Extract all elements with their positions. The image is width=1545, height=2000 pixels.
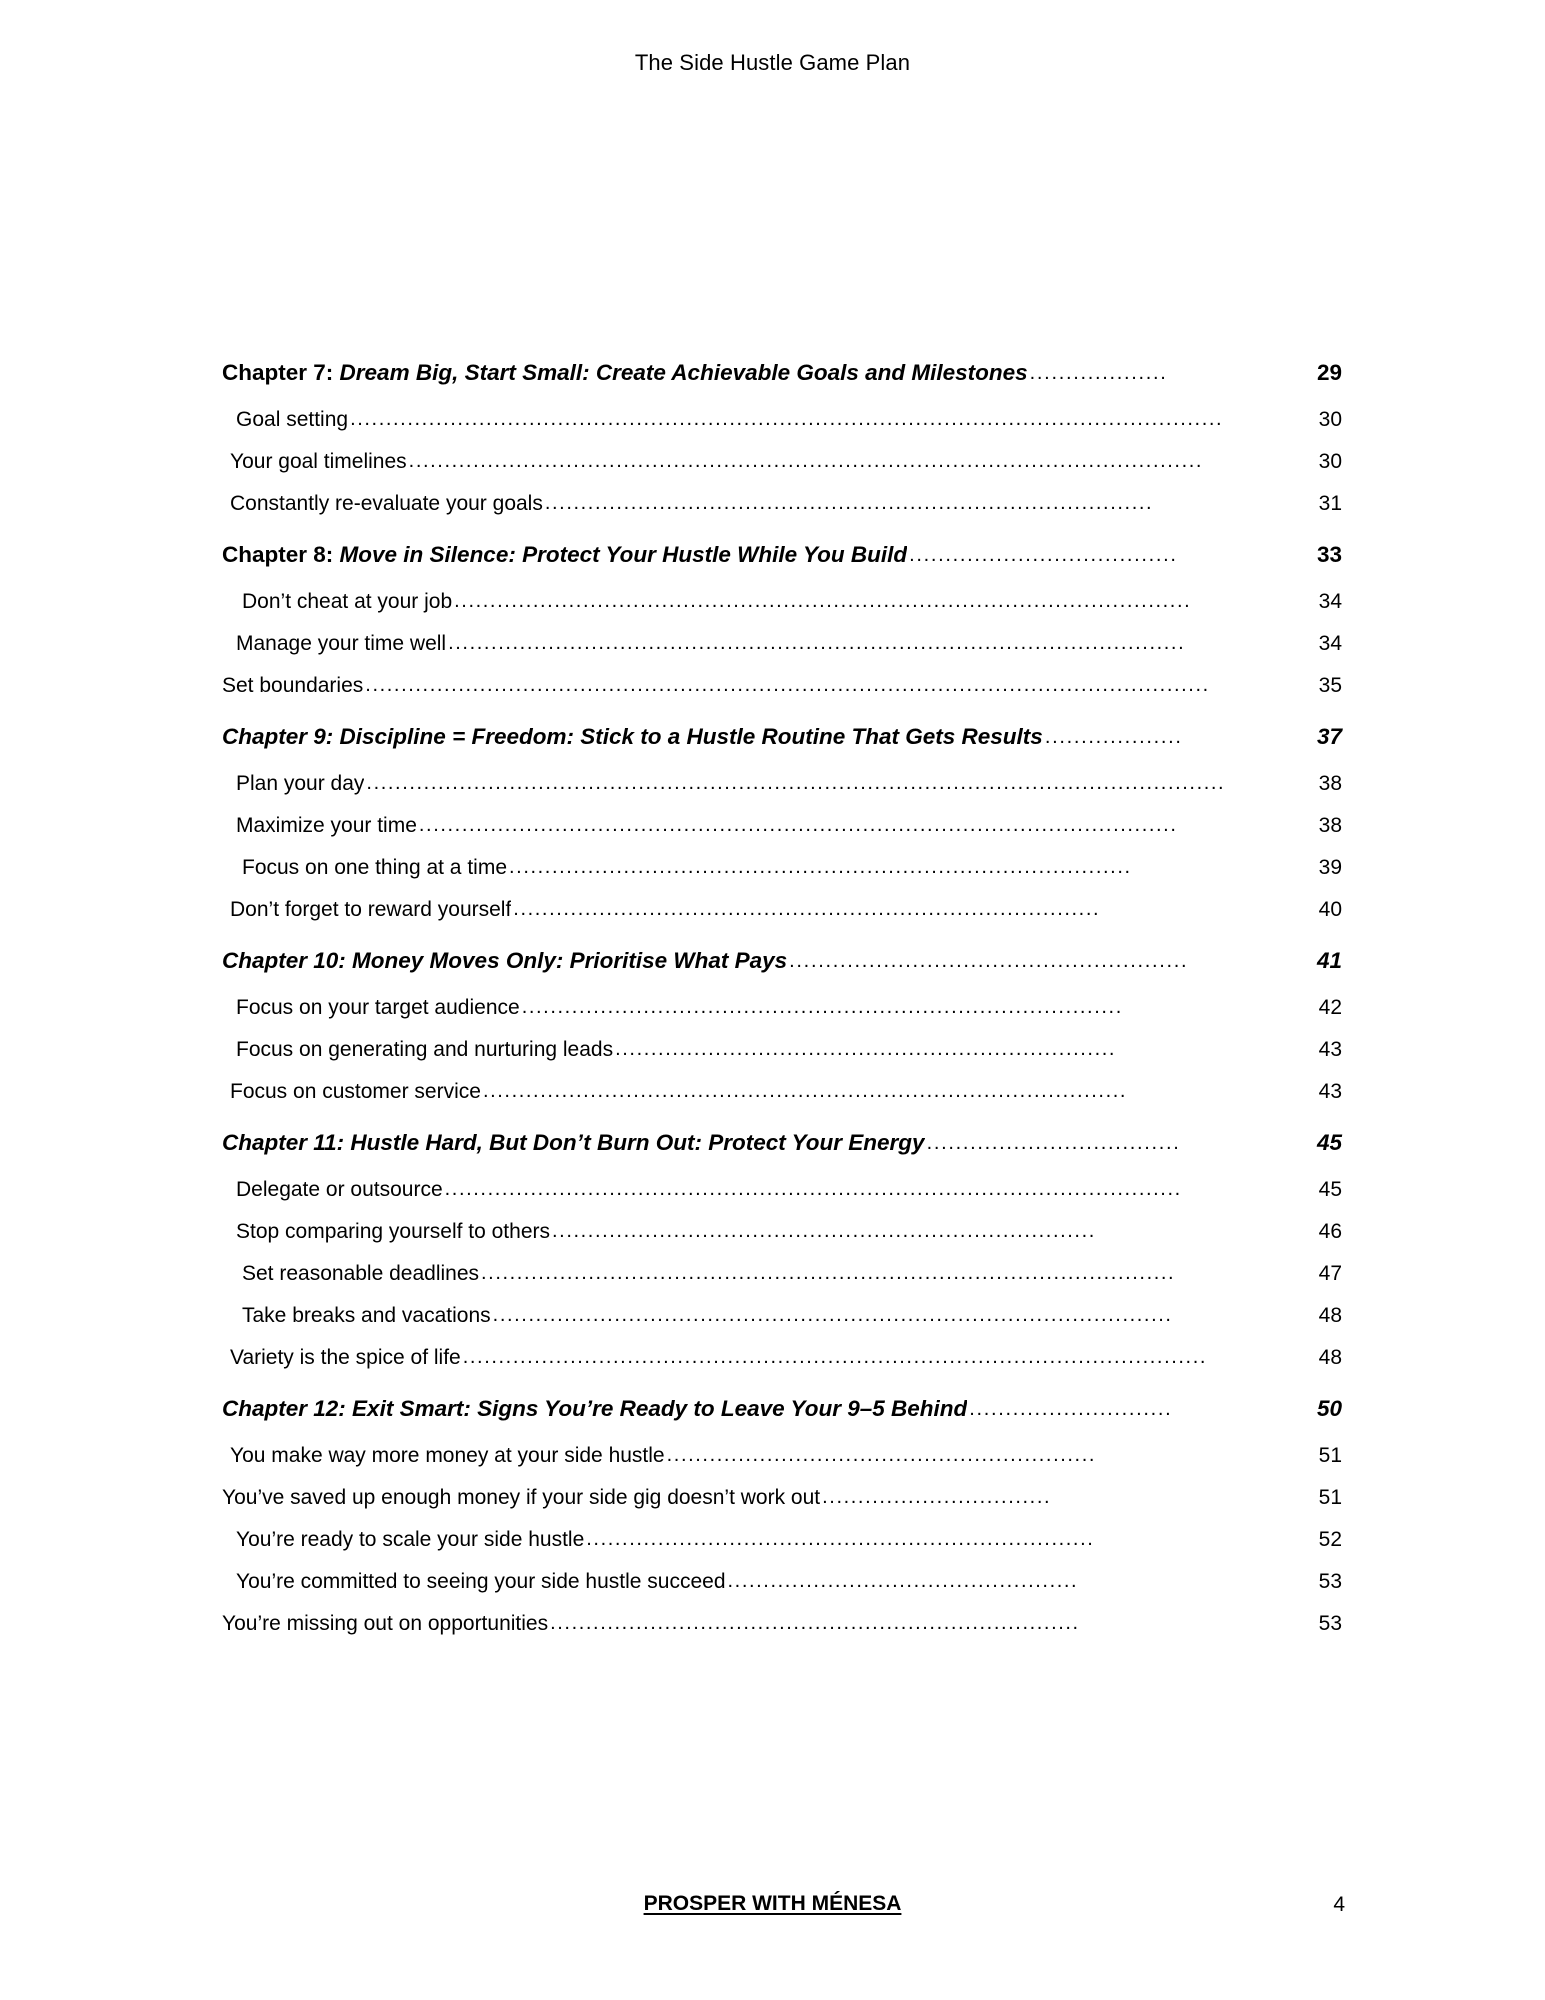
toc-dot-leader: ...................................................................... bbox=[615, 1039, 1117, 1059]
toc-chapter-entry[interactable] bbox=[222, 1130, 1342, 1156]
toc-sub-entry[interactable] bbox=[222, 408, 1342, 432]
toc-page-number: 50 bbox=[1316, 1396, 1342, 1421]
toc-entry-title bbox=[242, 590, 452, 614]
toc-entry-title bbox=[236, 408, 348, 432]
toc-dot-leader: ................................ bbox=[822, 1487, 1052, 1507]
toc-entry-title bbox=[236, 1220, 550, 1244]
toc-sub-entry[interactable] bbox=[222, 632, 1342, 656]
toc-entry-title bbox=[236, 996, 520, 1020]
toc-entry-title bbox=[242, 1304, 491, 1328]
toc-sub-entry[interactable] bbox=[222, 1528, 1342, 1552]
toc-sub-entry[interactable] bbox=[222, 1570, 1342, 1594]
toc-page-number: 45 bbox=[1318, 1178, 1342, 1201]
toc-chapter-entry[interactable] bbox=[222, 1396, 1342, 1422]
toc-dot-leader: ........................................................................................................................ bbox=[366, 773, 1226, 793]
toc-entry-text: Variety is the spice of life bbox=[230, 1346, 461, 1369]
toc-dot-leader: ........................................................................................................ bbox=[462, 1347, 1208, 1367]
toc-chapter-label: Chapter 11: bbox=[222, 1130, 351, 1155]
row-spacer bbox=[222, 1062, 1342, 1080]
toc-entry-text: Exit Smart: Signs You’re Ready to Leave Your 9–5 Behind bbox=[352, 1396, 968, 1421]
toc-page-number: 51 bbox=[1318, 1486, 1342, 1509]
toc-page-number: 34 bbox=[1318, 632, 1342, 655]
toc-dot-leader: ....................................................................... bbox=[586, 1529, 1095, 1549]
row-spacer bbox=[222, 1244, 1342, 1262]
toc-entry-title bbox=[230, 1080, 481, 1104]
toc-entry-text: Set reasonable deadlines bbox=[242, 1262, 480, 1285]
toc-sub-entry[interactable] bbox=[222, 856, 1342, 880]
toc-entry-title bbox=[222, 1396, 967, 1422]
toc-dot-leader: ..................................... bbox=[909, 545, 1178, 565]
toc-entry-text: You’re ready to scale your side hustle bbox=[236, 1528, 585, 1551]
toc-page-number: 46 bbox=[1318, 1220, 1342, 1243]
toc-dot-leader: ............................................................ bbox=[666, 1445, 1097, 1465]
toc-entry-text: Don’t cheat at your job bbox=[242, 590, 453, 613]
toc-entry-text: Your goal timelines bbox=[230, 450, 407, 473]
toc-entry-text: Hustle Hard, But Don’t Burn Out: Protect Your Energy bbox=[350, 1130, 925, 1155]
toc-page-number: 30 bbox=[1318, 450, 1342, 473]
toc-entry-title bbox=[236, 1528, 584, 1552]
toc-entry-title bbox=[236, 632, 446, 656]
row-spacer bbox=[222, 880, 1342, 898]
toc-entry-text: Don’t forget to reward yourself bbox=[230, 898, 512, 921]
toc-dot-leader: ................................................................................................. bbox=[481, 1263, 1176, 1283]
table-of-contents bbox=[222, 352, 1342, 1654]
toc-page-number: 51 bbox=[1318, 1444, 1342, 1467]
toc-entry-title bbox=[242, 856, 507, 880]
toc-page-number: 33 bbox=[1316, 542, 1342, 567]
toc-sub-entry[interactable] bbox=[222, 772, 1342, 796]
toc-dot-leader: .................................................................................... bbox=[521, 997, 1123, 1017]
toc-entry-text: Take breaks and vacations bbox=[242, 1304, 491, 1327]
toc-sub-entry[interactable] bbox=[222, 1080, 1342, 1104]
toc-entry-title bbox=[222, 948, 787, 974]
toc-page-number: 43 bbox=[1318, 1080, 1342, 1103]
toc-entry-title bbox=[242, 1262, 479, 1286]
row-spacer bbox=[222, 390, 1342, 408]
toc-entry-text: Goal setting bbox=[236, 408, 349, 431]
toc-page-number: 41 bbox=[1316, 948, 1342, 973]
toc-sub-entry[interactable] bbox=[222, 1444, 1342, 1468]
toc-page-number: 53 bbox=[1318, 1570, 1342, 1593]
toc-entry-text: Move in Silence: Protect Your Hustle While You Build bbox=[339, 542, 908, 567]
toc-entry-title bbox=[222, 674, 363, 698]
toc-entry-text: Focus on one thing at a time bbox=[242, 856, 507, 879]
row-spacer bbox=[222, 1370, 1342, 1388]
toc-page-number: 38 bbox=[1318, 772, 1342, 795]
toc-dot-leader: ................... bbox=[1029, 363, 1168, 383]
toc-chapter-entry[interactable] bbox=[222, 542, 1342, 568]
toc-entry-text: You’ve saved up enough money if your side gig doesn’t work out bbox=[222, 1486, 821, 1509]
toc-entry-text: You’re committed to seeing your side hustle succeed bbox=[236, 1570, 726, 1593]
toc-entry-title bbox=[222, 724, 1043, 750]
row-spacer bbox=[222, 1104, 1342, 1122]
row-spacer bbox=[222, 516, 1342, 534]
toc-chapter-label: Chapter 12: bbox=[222, 1396, 353, 1421]
toc-entry-title bbox=[230, 1346, 461, 1370]
toc-entry-text: Focus on your target audience bbox=[236, 996, 520, 1019]
running-header: The Side Hustle Game Plan bbox=[634, 50, 911, 75]
toc-chapter-entry[interactable] bbox=[222, 360, 1342, 386]
toc-page-number: 52 bbox=[1318, 1528, 1342, 1551]
toc-entry-title bbox=[230, 450, 407, 474]
toc-sub-entry[interactable] bbox=[222, 1612, 1342, 1636]
page-footer bbox=[0, 1892, 1545, 1922]
toc-page-number: 42 bbox=[1318, 996, 1342, 1019]
toc-page-number: 53 bbox=[1318, 1612, 1342, 1635]
toc-entry-text: Maximize your time bbox=[236, 814, 417, 837]
toc-entry-title bbox=[230, 492, 543, 516]
toc-entry-title bbox=[222, 360, 1028, 386]
toc-dot-leader: ....................................................................................................... bbox=[448, 633, 1186, 653]
footer-brand: PROSPER WITH MÉNESA bbox=[643, 1892, 902, 1915]
toc-dot-leader: .......................................................................... bbox=[550, 1613, 1080, 1633]
toc-dot-leader: ..................................................................................... bbox=[544, 493, 1154, 513]
toc-dot-leader: ............................................................................................... bbox=[492, 1305, 1173, 1325]
toc-page-number: 31 bbox=[1318, 492, 1342, 515]
toc-page-number: 47 bbox=[1318, 1262, 1342, 1285]
toc-entry-text: Manage your time well bbox=[236, 632, 447, 655]
toc-page-number: 40 bbox=[1318, 898, 1342, 921]
toc-entry-text: Delegate or outsource bbox=[236, 1178, 443, 1201]
toc-dot-leader: .......................................................................................................................... bbox=[350, 409, 1224, 429]
toc-sub-entry[interactable] bbox=[222, 590, 1342, 614]
toc-entry-title bbox=[236, 1038, 613, 1062]
toc-entry-text: Constantly re-evaluate your goals bbox=[230, 492, 543, 515]
row-spacer bbox=[222, 572, 1342, 590]
toc-entry-text: Plan your day bbox=[236, 772, 365, 795]
toc-dot-leader: ....................................................... bbox=[789, 951, 1189, 971]
toc-entry-text: Set boundaries bbox=[222, 674, 364, 697]
toc-sub-entry[interactable] bbox=[222, 450, 1342, 474]
toc-dot-leader: ....................................................................................................... bbox=[444, 1179, 1182, 1199]
toc-dot-leader: ................................... bbox=[926, 1133, 1181, 1153]
row-spacer bbox=[222, 432, 1342, 450]
row-spacer bbox=[222, 698, 1342, 716]
toc-entry-text: Focus on generating and nurturing leads bbox=[236, 1038, 614, 1061]
row-spacer bbox=[222, 1020, 1342, 1038]
toc-entry-text: You make way more money at your side hustle bbox=[230, 1444, 665, 1467]
row-spacer bbox=[222, 1328, 1342, 1346]
toc-entry-title bbox=[236, 1178, 443, 1202]
footer-page-number: 4 bbox=[1333, 1893, 1345, 1916]
toc-chapter-entry[interactable] bbox=[222, 948, 1342, 974]
toc-chapter-label: Chapter 7: bbox=[222, 360, 340, 385]
toc-dot-leader: .......................................................................................... bbox=[482, 1081, 1128, 1101]
toc-sub-entry[interactable] bbox=[222, 898, 1342, 922]
toc-chapter-label: Chapter 8: bbox=[222, 542, 340, 567]
toc-sub-entry[interactable] bbox=[222, 1346, 1342, 1370]
toc-sub-entry[interactable] bbox=[222, 814, 1342, 838]
toc-sub-entry[interactable] bbox=[222, 996, 1342, 1020]
toc-page-number: 39 bbox=[1318, 856, 1342, 879]
toc-entry-title bbox=[230, 898, 511, 922]
row-spacer bbox=[222, 796, 1342, 814]
toc-dot-leader: ............................................................................................................... bbox=[408, 451, 1204, 471]
toc-dot-leader: ............................................................................ bbox=[552, 1221, 1096, 1241]
toc-chapter-entry[interactable] bbox=[222, 724, 1342, 750]
toc-chapter-label: Chapter 10: bbox=[222, 948, 353, 973]
toc-entry-text: Money Moves Only: Prioritise What Pays bbox=[352, 948, 788, 973]
toc-entry-title bbox=[236, 814, 417, 838]
row-spacer bbox=[222, 1636, 1342, 1654]
toc-sub-entry[interactable] bbox=[222, 1262, 1342, 1286]
toc-entry-text: Stop comparing yourself to others bbox=[236, 1220, 550, 1243]
toc-entry-text: Focus on customer service bbox=[230, 1080, 481, 1103]
toc-sub-entry[interactable] bbox=[222, 1038, 1342, 1062]
toc-entry-text: Discipline = Freedom: Stick to a Hustle Routine That Gets Results bbox=[339, 724, 1043, 749]
toc-page-number: 48 bbox=[1318, 1346, 1342, 1369]
toc-page-number: 43 bbox=[1318, 1038, 1342, 1061]
row-spacer bbox=[222, 1426, 1342, 1444]
toc-chapter-label: Chapter 9: bbox=[222, 724, 340, 749]
toc-page-number: 37 bbox=[1316, 724, 1342, 749]
row-spacer bbox=[222, 838, 1342, 856]
toc-entry-title bbox=[236, 1570, 726, 1594]
row-spacer bbox=[222, 1594, 1342, 1612]
toc-entry-title bbox=[236, 772, 364, 796]
row-spacer bbox=[222, 1468, 1342, 1486]
row-spacer bbox=[222, 614, 1342, 632]
toc-page-number: 45 bbox=[1316, 1130, 1342, 1155]
toc-dot-leader: ...................................................................................................................... bbox=[365, 675, 1210, 695]
toc-page-number: 30 bbox=[1318, 408, 1342, 431]
toc-entry-text: You’re missing out on opportunities bbox=[222, 1612, 549, 1635]
toc-dot-leader: ....................................................................................... bbox=[509, 857, 1132, 877]
toc-sub-entry[interactable] bbox=[222, 1486, 1342, 1510]
row-spacer bbox=[222, 754, 1342, 772]
row-spacer bbox=[222, 1552, 1342, 1570]
toc-dot-leader: ................................................. bbox=[727, 1571, 1079, 1591]
toc-entry-title bbox=[222, 1486, 820, 1510]
toc-dot-leader: .......................................................................................................... bbox=[418, 815, 1178, 835]
toc-page-number: 35 bbox=[1318, 674, 1342, 697]
toc-dot-leader: ................... bbox=[1044, 727, 1183, 747]
row-spacer bbox=[222, 1510, 1342, 1528]
toc-entry-title bbox=[222, 1130, 925, 1156]
toc-entry-text: Dream Big, Start Small: Create Achievable Goals and Milestones bbox=[339, 360, 1028, 385]
row-spacer bbox=[222, 1286, 1342, 1304]
row-spacer bbox=[222, 922, 1342, 940]
toc-entry-title bbox=[230, 1444, 665, 1468]
row-spacer bbox=[222, 1160, 1342, 1178]
toc-sub-entry[interactable] bbox=[222, 492, 1342, 516]
toc-dot-leader: ....................................................................................................... bbox=[454, 591, 1192, 611]
toc-sub-entry[interactable] bbox=[222, 1220, 1342, 1244]
toc-page-number: 29 bbox=[1316, 360, 1342, 385]
toc-sub-entry[interactable] bbox=[222, 674, 1342, 698]
row-spacer bbox=[222, 656, 1342, 674]
toc-dot-leader: ............................ bbox=[969, 1399, 1173, 1419]
row-spacer bbox=[222, 474, 1342, 492]
toc-sub-entry[interactable] bbox=[222, 1304, 1342, 1328]
toc-entry-title bbox=[222, 542, 907, 568]
row-spacer bbox=[222, 978, 1342, 996]
toc-page-number: 34 bbox=[1318, 590, 1342, 613]
row-spacer bbox=[222, 1202, 1342, 1220]
toc-sub-entry[interactable] bbox=[222, 1178, 1342, 1202]
toc-page-number: 48 bbox=[1318, 1304, 1342, 1327]
toc-dot-leader: .................................................................................. bbox=[513, 899, 1101, 919]
toc-page-number: 38 bbox=[1318, 814, 1342, 837]
toc-entry-title bbox=[222, 1612, 548, 1636]
